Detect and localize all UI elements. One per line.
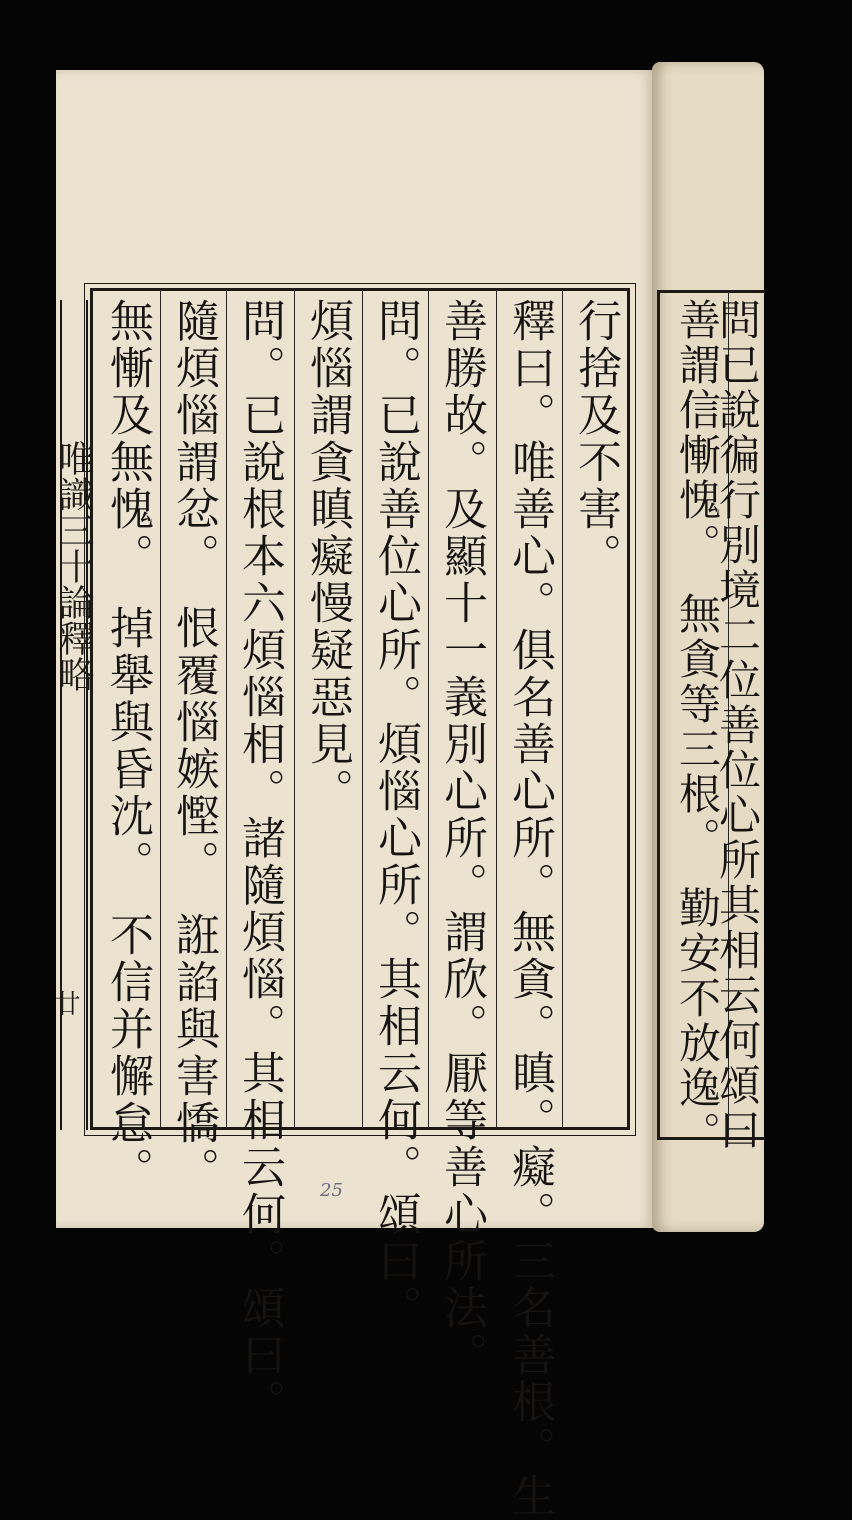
text-column-2: 釋曰。唯善心。俱名善心所。無貪。瞋。癡。三名善根。生 <box>504 298 555 1520</box>
fold-text-column-1: 問已說徧行別境二位善位心所其相云何頌曰 <box>713 298 762 1153</box>
text-column-3: 善勝故。及顯十一義別心所。謂欣。厭等善心所法。 <box>436 298 487 1379</box>
text-column-7: 隨煩惱謂忿。 恨覆惱嫉慳。 誑諂與害憍。 <box>168 298 219 1194</box>
page-number: 25 <box>320 1180 343 1201</box>
column-rule <box>428 290 429 1128</box>
column-rule <box>496 290 497 1128</box>
column-rule <box>294 290 295 1128</box>
text-column-1: 行捨及不害。 <box>570 298 621 580</box>
text-column-8: 無慚及無愧。 掉舉與昏沈。 不信并懈怠。 <box>102 298 153 1194</box>
spine-folio: 廿 <box>50 990 80 1016</box>
text-column-6: 問。已說根本六煩惱相。諸隨煩惱。其相云何。頌曰。 <box>234 298 285 1426</box>
text-column-4: 問。已說善位心所。煩惱心所。其相云何。頌曰。 <box>370 298 421 1332</box>
spine-title: 唯識三十論釋略 <box>53 440 94 692</box>
column-rule <box>160 290 161 1128</box>
column-rule <box>362 290 363 1128</box>
fold-text-column-2: 善謂信慚愧。 無貪等三根。 勤安不放逸。 <box>673 298 722 1156</box>
text-column-5: 煩惱謂貪瞋癡慢疑惡見。 <box>302 298 353 815</box>
column-rule <box>226 290 227 1128</box>
column-rule <box>562 290 563 1128</box>
